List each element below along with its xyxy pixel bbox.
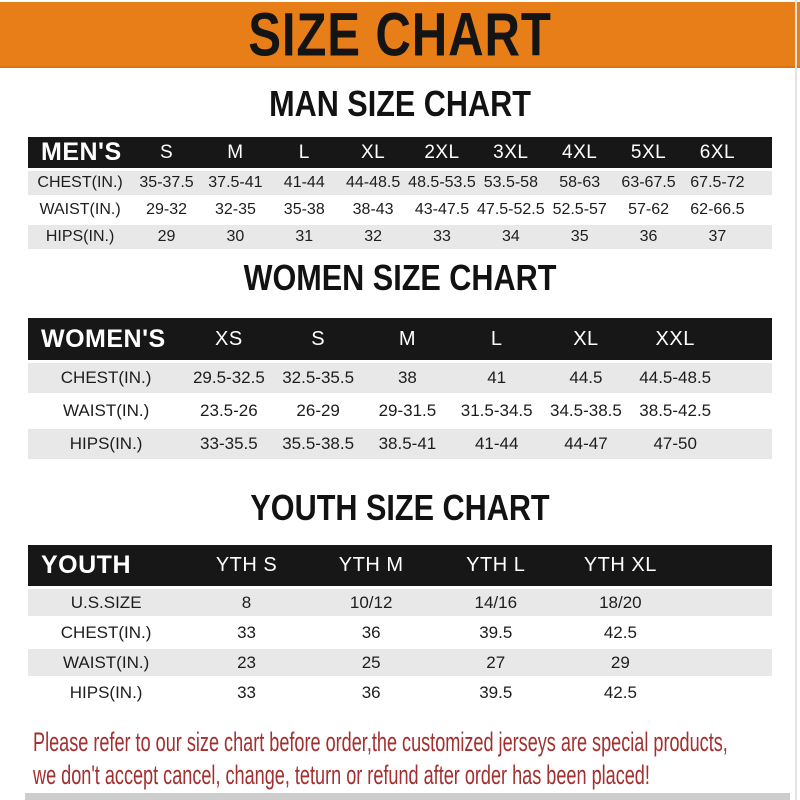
measurement-value: 33: [184, 619, 309, 646]
row-tail-cell: [752, 198, 772, 222]
table-row: [28, 649, 772, 676]
size-column-header: XL: [541, 318, 630, 360]
measurement-value: 8: [184, 589, 309, 616]
row-tail-cell: [683, 649, 772, 676]
size-column-header: 6XL: [683, 137, 752, 168]
table-row: [28, 198, 772, 222]
measurement-value: 34.5-38.5: [541, 396, 630, 426]
measurement-value: 41-44: [452, 429, 541, 459]
measurement-value: 36: [614, 225, 683, 249]
size-column-header: XXL: [631, 318, 720, 360]
measurement-value: 44-48.5: [339, 171, 408, 195]
banner-title: SIZE CHART: [248, 0, 552, 69]
measurement-value: 42.5: [558, 619, 683, 646]
row-tail-cell: [683, 589, 772, 616]
row-tail-cell: [683, 619, 772, 646]
measurement-value: 47-50: [631, 429, 720, 459]
women-size-table: [28, 315, 772, 462]
row-tail-cell: [720, 396, 772, 426]
measurement-value: 36: [309, 619, 434, 646]
measurement-value: 31.5-34.5: [452, 396, 541, 426]
women-section-heading-text: WOMEN SIZE CHART: [243, 257, 557, 298]
measurement-value: 38.5-42.5: [631, 396, 720, 426]
measurement-label: WAIST(IN.): [28, 396, 184, 426]
measurement-value: 27: [433, 649, 558, 676]
table-header-row: [28, 137, 772, 168]
measurement-value: 29-32: [132, 198, 201, 222]
measurement-value: 37: [683, 225, 752, 249]
size-chart-banner: [0, 2, 800, 68]
measurement-label: CHEST(IN.): [28, 171, 132, 195]
measurement-value: 62-66.5: [683, 198, 752, 222]
order-notice-line-1: Please refer to our size chart before order,the customized jerseys are special products,: [33, 727, 728, 757]
measurement-value: 32-35: [201, 198, 270, 222]
header-tail-cell: [752, 137, 772, 168]
table-corner-label: YOUTH: [28, 545, 184, 586]
measurement-value: 52.5-57: [545, 198, 614, 222]
table-row: [28, 363, 772, 393]
size-column-header: 2XL: [408, 137, 477, 168]
measurement-value: 23: [184, 649, 309, 676]
measurement-value: 18/20: [558, 589, 683, 616]
measurement-label: CHEST(IN.): [28, 619, 184, 646]
measurement-value: 47.5-52.5: [476, 198, 545, 222]
measurement-label: U.S.SIZE: [28, 589, 184, 616]
measurement-value: 44.5-48.5: [631, 363, 720, 393]
measurement-label: HIPS(IN.): [28, 225, 132, 249]
youth-section-heading: [0, 486, 800, 530]
order-notice-line-2: we don't accept cancel, change, teturn or refund after order has been placed!: [33, 760, 650, 790]
measurement-value: 33: [408, 225, 477, 249]
measurement-value: 39.5: [433, 679, 558, 706]
measurement-value: 23.5-26: [184, 396, 273, 426]
measurement-value: 33-35.5: [184, 429, 273, 459]
measurement-label: HIPS(IN.): [28, 429, 184, 459]
table-header-row: [28, 318, 772, 360]
measurement-value: 48.5-53.5: [408, 171, 477, 195]
size-column-header: YTH L: [433, 545, 558, 586]
measurement-value: 10/12: [309, 589, 434, 616]
table-row: [28, 619, 772, 646]
size-column-header: 5XL: [614, 137, 683, 168]
measurement-value: 29: [558, 649, 683, 676]
measurement-value: 35.5-38.5: [274, 429, 363, 459]
measurement-value: 38-43: [339, 198, 408, 222]
measurement-value: 29: [132, 225, 201, 249]
measurement-value: 26-29: [274, 396, 363, 426]
measurement-value: 25: [309, 649, 434, 676]
table-row: [28, 679, 772, 706]
size-column-header: S: [132, 137, 201, 168]
youth-section-heading-text: YOUTH SIZE CHART: [250, 487, 550, 528]
measurement-value: 32.5-35.5: [274, 363, 363, 393]
order-notice: [33, 726, 793, 792]
table-row: [28, 589, 772, 616]
measurement-label: WAIST(IN.): [28, 198, 132, 222]
measurement-value: 33: [184, 679, 309, 706]
measurement-value: 44-47: [541, 429, 630, 459]
measurement-value: 29.5-32.5: [184, 363, 273, 393]
table-row: [28, 396, 772, 426]
size-column-header: YTH M: [309, 545, 434, 586]
measurement-value: 31: [270, 225, 339, 249]
table-corner-label: WOMEN'S: [28, 318, 184, 360]
measurement-value: 34: [476, 225, 545, 249]
measurement-value: 35: [545, 225, 614, 249]
row-tail-cell: [720, 363, 772, 393]
row-tail-cell: [752, 171, 772, 195]
measurement-value: 63-67.5: [614, 171, 683, 195]
size-column-header: L: [270, 137, 339, 168]
table-row: [28, 225, 772, 249]
table-corner-label: MEN'S: [28, 137, 132, 168]
measurement-label: CHEST(IN.): [28, 363, 184, 393]
table-header-row: [28, 545, 772, 586]
size-column-header: YTH XL: [558, 545, 683, 586]
measurement-value: 38: [363, 363, 452, 393]
size-column-header: 3XL: [476, 137, 545, 168]
row-tail-cell: [683, 679, 772, 706]
measurement-value: 42.5: [558, 679, 683, 706]
size-column-header: XS: [184, 318, 273, 360]
measurement-value: 38.5-41: [363, 429, 452, 459]
women-section-heading: [0, 256, 800, 300]
size-column-header: XL: [339, 137, 408, 168]
row-tail-cell: [720, 429, 772, 459]
measurement-value: 53.5-58: [476, 171, 545, 195]
youth-size-table: [28, 542, 772, 709]
measurement-value: 58-63: [545, 171, 614, 195]
measurement-label: HIPS(IN.): [28, 679, 184, 706]
measurement-value: 41-44: [270, 171, 339, 195]
measurement-value: 41: [452, 363, 541, 393]
measurement-value: 44.5: [541, 363, 630, 393]
measurement-value: 67.5-72: [683, 171, 752, 195]
size-column-header: M: [363, 318, 452, 360]
man-section-heading-text: MAN SIZE CHART: [269, 83, 531, 124]
right-edge-line: [795, 0, 797, 800]
man-section-heading: [0, 82, 800, 126]
table-row: [28, 171, 772, 195]
header-tail-cell: [683, 545, 772, 586]
size-column-header: M: [201, 137, 270, 168]
header-tail-cell: [720, 318, 772, 360]
measurement-value: 36: [309, 679, 434, 706]
measurement-value: 35-37.5: [132, 171, 201, 195]
size-column-header: YTH S: [184, 545, 309, 586]
measurement-value: 43-47.5: [408, 198, 477, 222]
measurement-value: 35-38: [270, 198, 339, 222]
measurement-value: 14/16: [433, 589, 558, 616]
bottom-divider: [25, 793, 790, 800]
measurement-value: 57-62: [614, 198, 683, 222]
size-column-header: S: [274, 318, 363, 360]
size-column-header: 4XL: [545, 137, 614, 168]
measurement-value: 29-31.5: [363, 396, 452, 426]
table-row: [28, 429, 772, 459]
measurement-value: 32: [339, 225, 408, 249]
men-size-table: [28, 134, 772, 252]
measurement-value: 30: [201, 225, 270, 249]
size-column-header: L: [452, 318, 541, 360]
row-tail-cell: [752, 225, 772, 249]
measurement-label: WAIST(IN.): [28, 649, 184, 676]
measurement-value: 37.5-41: [201, 171, 270, 195]
measurement-value: 39.5: [433, 619, 558, 646]
